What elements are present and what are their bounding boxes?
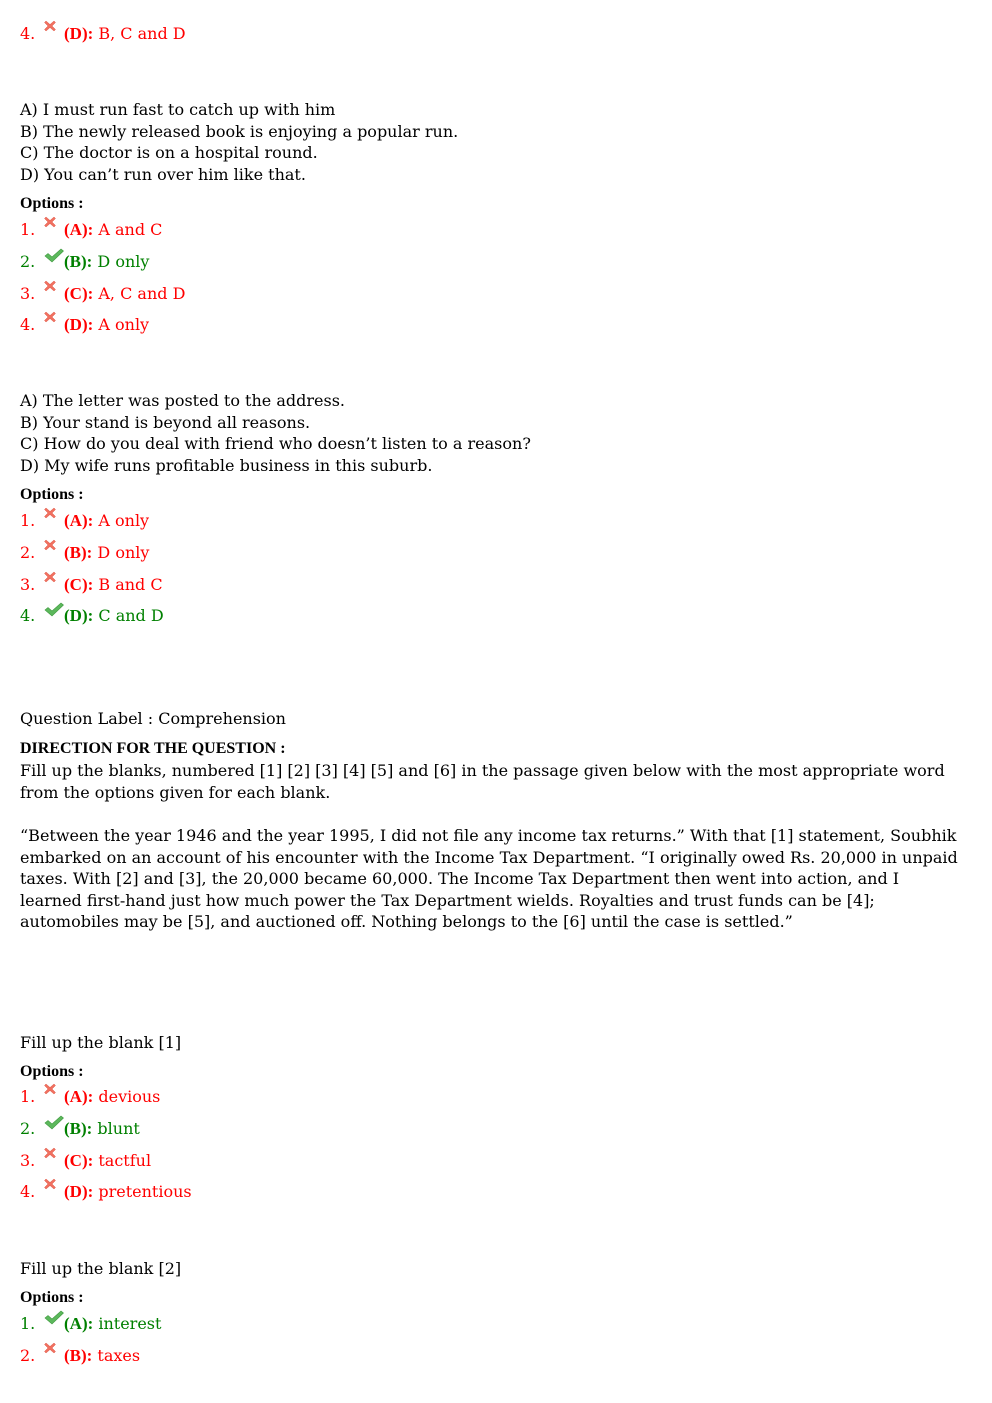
option-key: (A): [64, 1087, 94, 1106]
option-text: B, C and D [98, 24, 186, 43]
option-text: interest [98, 1314, 162, 1333]
option-key: (C): [64, 574, 94, 594]
checkmark-icon [42, 604, 64, 622]
checkmark-icon [42, 250, 64, 268]
options-label: Options : [20, 1289, 84, 1306]
option-key: (A): [64, 1314, 94, 1333]
option-number: 1. [20, 1314, 36, 1333]
cross-icon [42, 541, 64, 559]
cross-icon [42, 1149, 64, 1167]
passage-text: “Between the year 1946 and the year 1995, I did not file any income tax returns.” With that [1] statement, Soubhik embarked on an account of his encounter with the Income Tax Department. “I originally owed Rs. 20,000 in unpaid taxes. With [2] and [3], the 20,000 became 60,000. The Income Tax Department then went into action, and I learned first-hand just how much power the Tax Department wields. Royalties and trust funds can be [4]; automobiles may be [5], and auctioned off. Nothing belongs to the [6] until the case is settled.” [20, 826, 958, 932]
cross-icon [42, 1085, 64, 1103]
option-text: D only [97, 542, 150, 562]
option-row-incorrect [20, 1085, 160, 1109]
option-number: 2. [20, 1345, 36, 1365]
option-number: 4. [20, 606, 36, 626]
option-text: A, C and D [98, 283, 186, 303]
statement: B) Your stand is beyond all reasons. [20, 412, 311, 432]
option-row-correct [20, 250, 149, 274]
direction-text: Fill up the blanks, numbered [1] [2] [3] [4] [5] and [6] in the passage given below with the most appropriate word from the options given for each blank. [20, 761, 945, 802]
option-key: (B): [64, 251, 93, 271]
option-number: 2. [20, 542, 36, 562]
option-text: A only [98, 315, 150, 335]
direction-heading: DIRECTION FOR THE QUESTION : [20, 740, 286, 757]
cross-icon [42, 1180, 64, 1198]
option-row-incorrect [20, 1149, 151, 1173]
option-row-incorrect [20, 1180, 192, 1204]
option-number: 1. [20, 511, 36, 530]
statement: A) The letter was posted to the address. [20, 391, 345, 410]
blank-prompt: Fill up the blank [2] [20, 1259, 182, 1278]
option-row-incorrect [20, 541, 149, 565]
statement: D) My wife runs profitable business in this suburb. [20, 455, 433, 475]
statement: C) The doctor is on a hospital round. [20, 143, 318, 163]
option-text: C and D [98, 606, 164, 626]
cross-icon [42, 509, 64, 527]
option-row-incorrect [20, 1344, 140, 1368]
option-row-correct [20, 1312, 161, 1336]
option-text: pretentious [98, 1182, 192, 1202]
option-key: (B): [64, 1118, 93, 1138]
option-number: 4. [20, 1182, 36, 1202]
option-row-incorrect [20, 218, 162, 242]
checkmark-icon [42, 1312, 64, 1330]
option-text: blunt [97, 1118, 140, 1138]
option-text: taxes [97, 1345, 141, 1365]
option-key: (D): [64, 606, 94, 626]
option-number: 2. [20, 1118, 36, 1138]
cross-icon [42, 218, 64, 236]
option-number: 3. [20, 574, 36, 594]
cross-icon [42, 1344, 64, 1362]
option-number: 3. [20, 1150, 36, 1170]
option-row-incorrect [20, 282, 185, 306]
option-row-correct [20, 604, 164, 628]
option-key: (D): [64, 1182, 94, 1202]
cross-icon [42, 282, 64, 300]
checkmark-icon [42, 1117, 64, 1135]
options-label: Options : [20, 1063, 84, 1080]
statement: D) You can’t run over him like that. [20, 164, 306, 184]
cross-icon [42, 573, 64, 591]
options-label: Options : [20, 486, 84, 503]
option-number: 1. [20, 220, 36, 239]
option-row-correct [20, 1117, 140, 1141]
option-number: 4. [20, 24, 36, 43]
option-key: (B): [64, 1345, 93, 1365]
option-text: tactful [98, 1150, 152, 1170]
cross-icon [42, 313, 64, 331]
option-text: D only [97, 251, 150, 271]
option-key: (A): [64, 220, 94, 239]
option-row-incorrect [20, 313, 149, 337]
option-number: 4. [20, 315, 36, 335]
question-label: Question Label : Comprehension [20, 709, 286, 728]
option-key: (C): [64, 1150, 94, 1170]
option-key: (D): [64, 315, 94, 335]
option-key: (D): [64, 24, 94, 43]
option-number: 3. [20, 283, 36, 303]
option-key: (A): [64, 511, 94, 530]
statement: C) How do you deal with friend who doesn’t listen to a reason? [20, 434, 531, 454]
option-key: (B): [64, 542, 93, 562]
cross-icon [42, 22, 64, 40]
statement: B) The newly released book is enjoying a popular run. [20, 121, 459, 141]
option-row-incorrect [20, 22, 186, 46]
options-label: Options : [20, 195, 84, 212]
option-number: 2. [20, 251, 36, 271]
option-key: (C): [64, 283, 94, 303]
option-number: 1. [20, 1087, 36, 1106]
statement: A) I must run fast to catch up with him [20, 100, 336, 119]
option-text: B and C [98, 574, 163, 594]
blank-prompt: Fill up the blank [1] [20, 1033, 182, 1052]
option-text: A and C [98, 220, 163, 239]
option-row-incorrect [20, 509, 149, 533]
option-text: devious [98, 1087, 161, 1106]
option-text: A only [98, 511, 150, 530]
option-row-incorrect [20, 573, 163, 597]
